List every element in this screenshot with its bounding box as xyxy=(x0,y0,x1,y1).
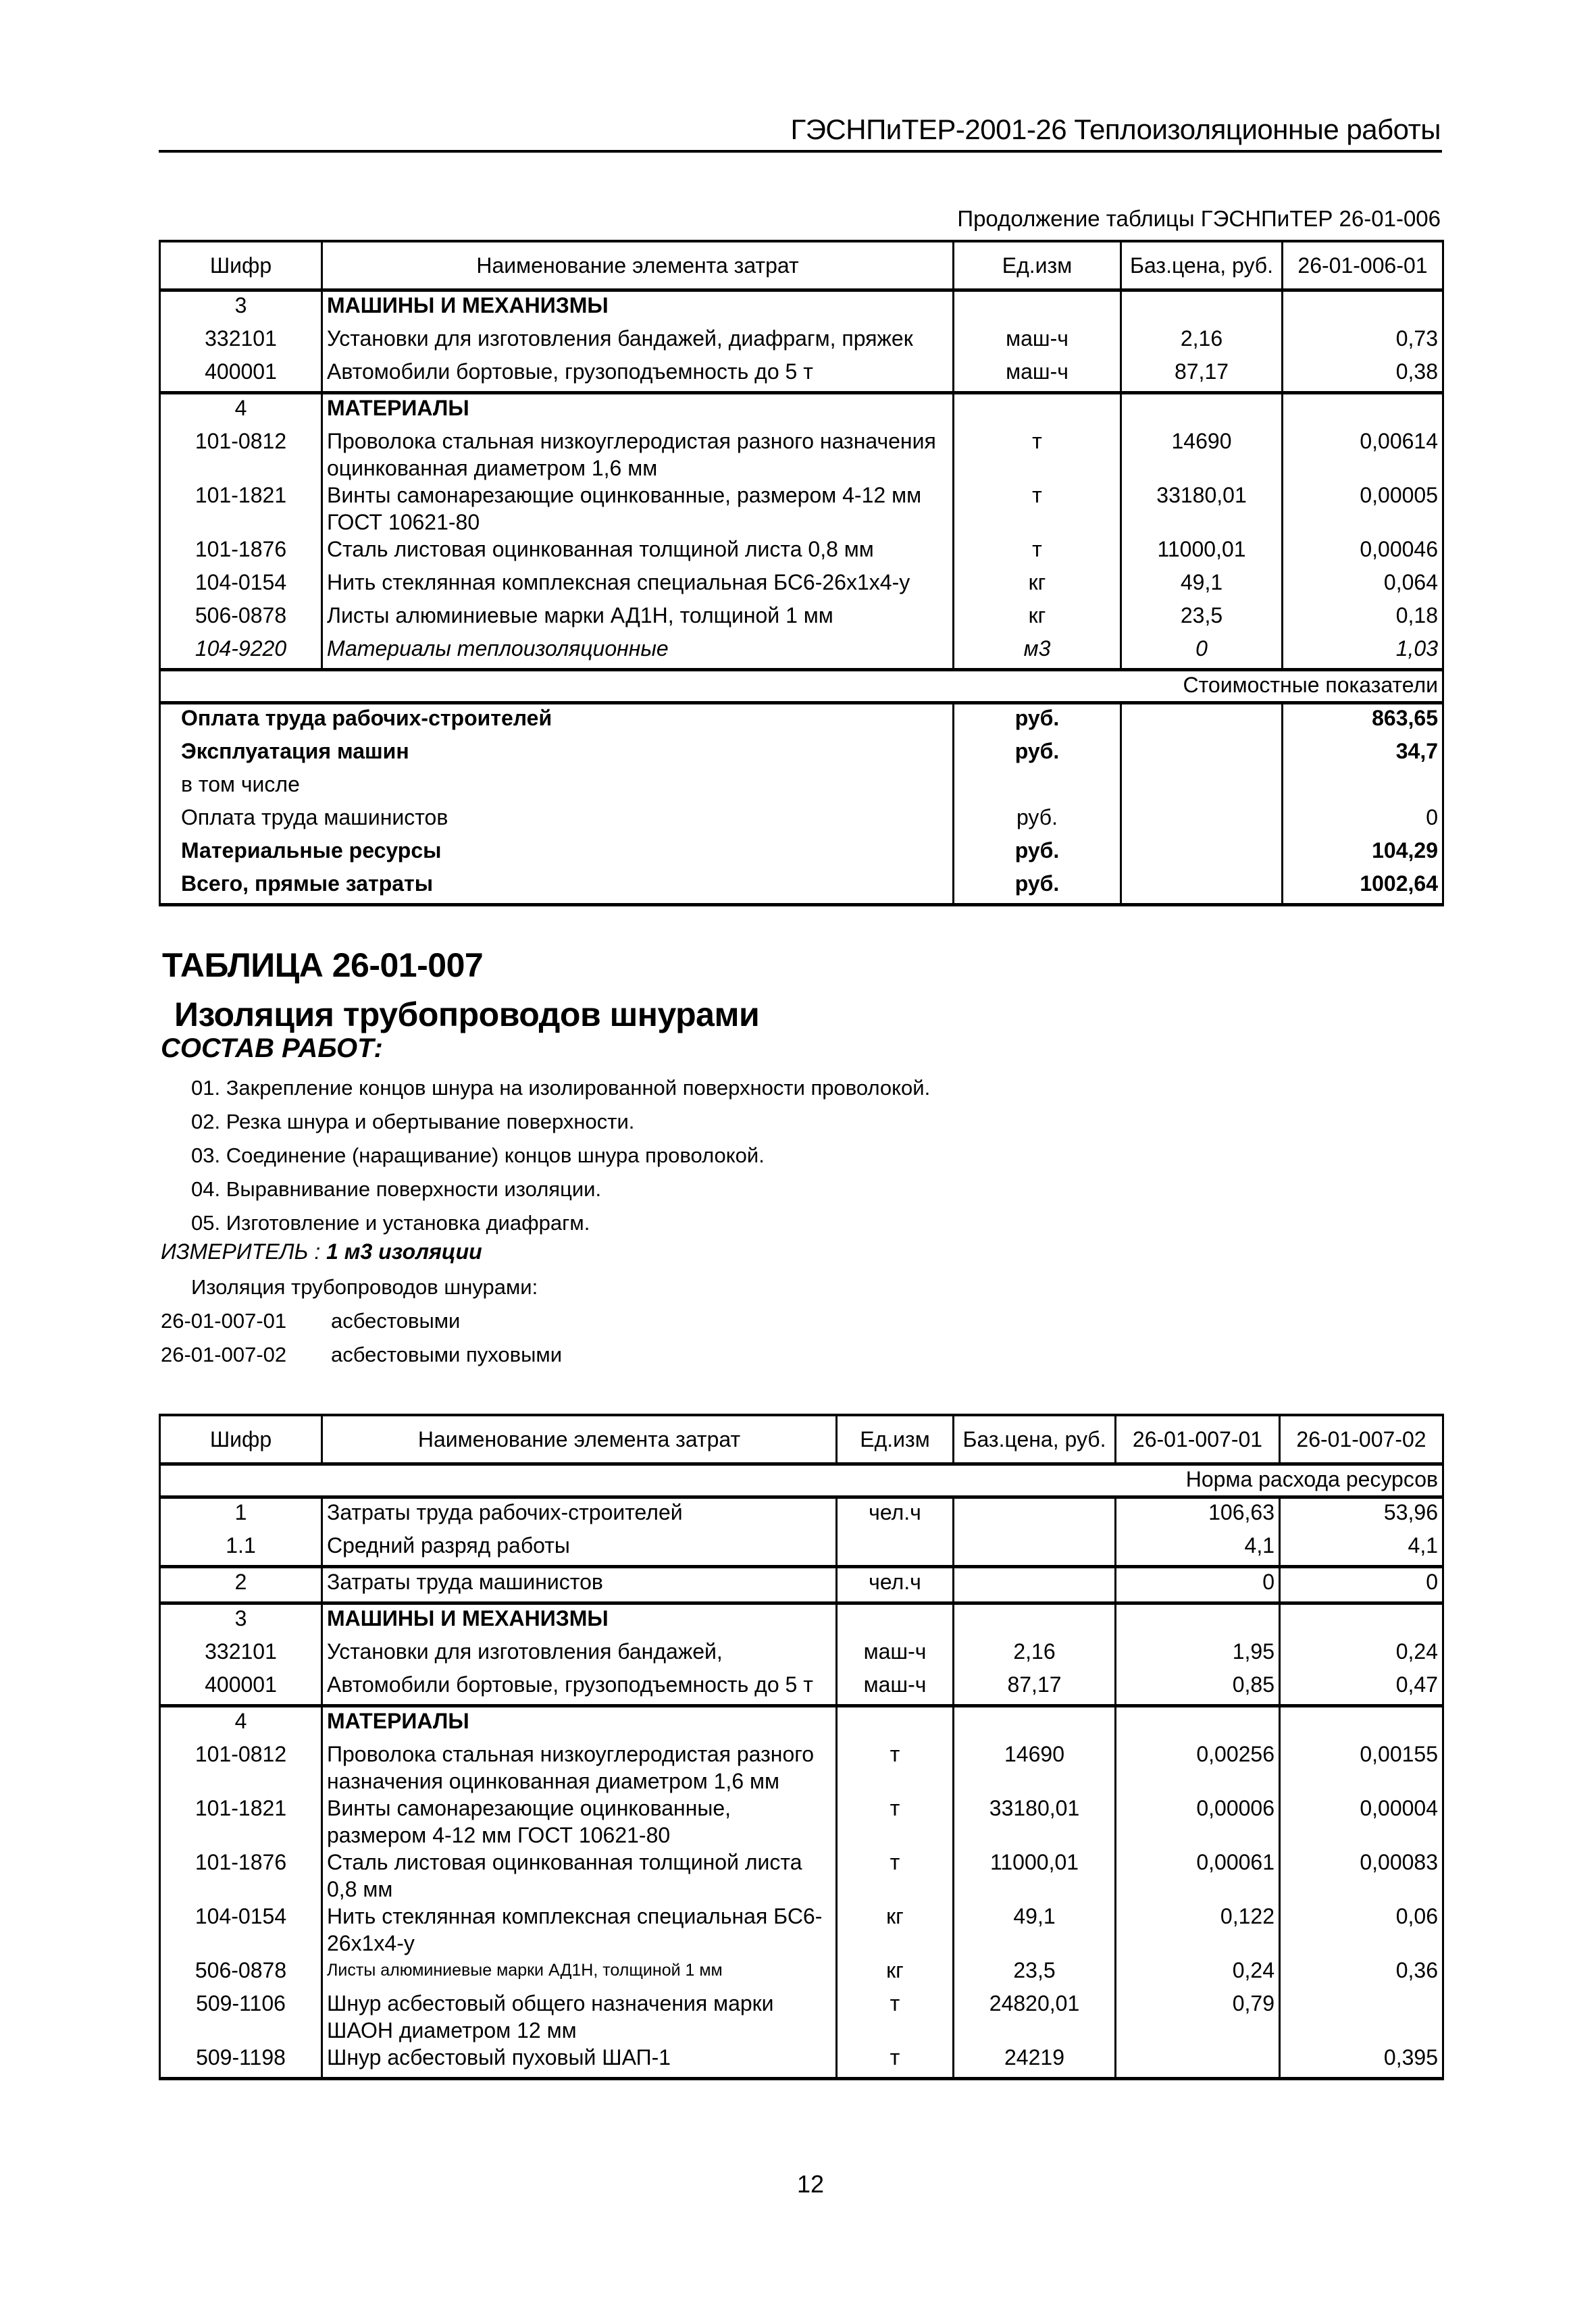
cost-unit xyxy=(954,771,1121,804)
cost-label: Материальные ресурсы xyxy=(160,837,954,870)
work-item: 02. Резка шнура и обертывание поверхности. xyxy=(191,1110,635,1133)
row-value-01: 0,00006 xyxy=(1116,1795,1280,1849)
table-row xyxy=(160,1497,1443,1533)
row-value-02: 0,06 xyxy=(1280,1903,1443,1957)
row-value-02: 0,36 xyxy=(1280,1957,1443,1990)
cost-label: Оплата труда машинистов xyxy=(160,804,954,837)
row-value-01: 0,122 xyxy=(1116,1903,1280,1957)
work-item: 03. Соединение (наращивание) концов шнура проволокой. xyxy=(191,1143,765,1167)
row-unit: м3 xyxy=(954,635,1121,670)
work-item: 05. Изготовление и установка диафрагм. xyxy=(191,1211,590,1235)
table-row xyxy=(160,358,1443,393)
composition-heading: СОСТАВ РАБОТ: xyxy=(161,1033,383,1063)
row-value-02: 0,00004 xyxy=(1280,1795,1443,1849)
row-unit xyxy=(954,393,1121,428)
table-header-row xyxy=(160,241,1443,290)
row-code: 4 xyxy=(160,393,322,428)
row-value xyxy=(1283,290,1443,326)
row-code: 332101 xyxy=(160,1638,322,1671)
measure-unit xyxy=(161,1239,482,1264)
row-code: 104-0154 xyxy=(160,1903,322,1957)
table-row xyxy=(160,1903,1443,1957)
row-code: 101-1876 xyxy=(160,536,322,569)
cost-row xyxy=(160,804,1443,837)
row-value-01 xyxy=(1116,1706,1280,1741)
column-header-variant-01: 26-01-007-01 xyxy=(1116,1415,1280,1464)
cost-empty xyxy=(1121,870,1283,905)
row-price: 87,17 xyxy=(954,1671,1116,1706)
row-name: Нить стеклянная комплексная специальная БС6-26х1х4-у xyxy=(322,569,954,602)
row-value-02: 4,1 xyxy=(1280,1532,1443,1567)
cost-band-row xyxy=(160,670,1443,703)
row-price xyxy=(1121,393,1283,428)
row-code: 104-0154 xyxy=(160,569,322,602)
table-row xyxy=(160,635,1443,670)
row-name: Винты самонарезающие оцинкованные, размером 4-12 мм ГОСТ 10621-80 xyxy=(322,1795,837,1849)
resource-table-26-01-007 xyxy=(159,1414,1444,2080)
variant-code: 26-01-007-01 xyxy=(161,1309,287,1333)
row-unit xyxy=(837,1603,954,1639)
row-unit: кг xyxy=(954,602,1121,635)
row-code: 101-1876 xyxy=(160,1849,322,1903)
row-unit: маш-ч xyxy=(954,358,1121,393)
table-row xyxy=(160,1567,1443,1603)
row-name: Проволока стальная низкоуглеродистая разного назначения оцинкованная диаметром 1,6 мм xyxy=(322,428,954,482)
variant-name: асбестовыми xyxy=(331,1309,461,1333)
row-name: Листы алюминиевые марки АД1Н, толщиной 1 мм xyxy=(322,602,954,635)
row-price: 23,5 xyxy=(1121,602,1283,635)
table-title: ТАБЛИЦА 26-01-007 xyxy=(162,946,484,984)
table-row xyxy=(160,1638,1443,1671)
row-value-02: 0,47 xyxy=(1280,1671,1443,1706)
row-name: Шнур асбестовый пуховый ШАП-1 xyxy=(322,2044,837,2079)
row-value-02: 53,96 xyxy=(1280,1497,1443,1533)
cost-empty xyxy=(1121,703,1283,738)
row-price: 24820,01 xyxy=(954,1990,1116,2044)
column-header-norm: 26-01-006-01 xyxy=(1283,241,1443,290)
row-price: 11000,01 xyxy=(1121,536,1283,569)
row-value-01: 0 xyxy=(1116,1567,1280,1603)
table-row xyxy=(160,1795,1443,1849)
cost-unit: руб. xyxy=(954,837,1121,870)
row-price: 2,16 xyxy=(1121,325,1283,358)
row-code: 1 xyxy=(160,1497,322,1533)
row-code: 332101 xyxy=(160,325,322,358)
table-row xyxy=(160,602,1443,635)
column-header-price: Баз.цена, руб. xyxy=(1121,241,1283,290)
column-header-unit: Ед.изм xyxy=(837,1415,954,1464)
cost-value: 1002,64 xyxy=(1283,870,1443,905)
row-code: 509-1106 xyxy=(160,1990,322,2044)
row-value-02: 0 xyxy=(1280,1567,1443,1603)
row-price: 33180,01 xyxy=(1121,482,1283,536)
row-value-01: 4,1 xyxy=(1116,1532,1280,1567)
row-value-02: 0,24 xyxy=(1280,1638,1443,1671)
cost-row xyxy=(160,771,1443,804)
cost-unit: руб. xyxy=(954,870,1121,905)
column-header-code: Шифр xyxy=(160,241,322,290)
row-price xyxy=(1121,290,1283,326)
row-price: 11000,01 xyxy=(954,1849,1116,1903)
row-name: Установки для изготовления бандажей, диафрагм, пряжек xyxy=(322,325,954,358)
row-price xyxy=(954,1603,1116,1639)
table-row xyxy=(160,1849,1443,1903)
work-item: 04. Выравнивание поверхности изоляции. xyxy=(191,1177,602,1201)
row-value xyxy=(1283,393,1443,428)
row-code: 101-0812 xyxy=(160,428,322,482)
row-value: 1,03 xyxy=(1283,635,1443,670)
row-unit xyxy=(837,1706,954,1741)
cost-label: Эксплуатация машин xyxy=(160,738,954,771)
row-unit: маш-ч xyxy=(837,1638,954,1671)
row-value: 0,00005 xyxy=(1283,482,1443,536)
table-row xyxy=(160,1706,1443,1741)
cost-label: в том числе xyxy=(160,771,954,804)
row-value: 0,73 xyxy=(1283,325,1443,358)
table-row xyxy=(160,428,1443,482)
table-row xyxy=(160,1532,1443,1567)
table-row xyxy=(160,1957,1443,1990)
row-unit: т xyxy=(837,2044,954,2079)
row-name: Материалы теплоизоляционные xyxy=(322,635,954,670)
cost-label: Оплата труда рабочих-строителей xyxy=(160,703,954,738)
cost-empty xyxy=(1121,738,1283,771)
variant-code: 26-01-007-02 xyxy=(161,1343,287,1366)
row-price: 23,5 xyxy=(954,1957,1116,1990)
cost-row xyxy=(160,703,1443,738)
row-value-01: 1,95 xyxy=(1116,1638,1280,1671)
row-unit: маш-ч xyxy=(837,1671,954,1706)
row-name: Шнур асбестовый общего назначения марки ШАОН диаметром 12 мм xyxy=(322,1990,837,2044)
column-header-unit: Ед.изм xyxy=(954,241,1121,290)
row-value-01 xyxy=(1116,1603,1280,1639)
cost-empty xyxy=(1121,804,1283,837)
table-subtitle: Изоляция трубопроводов шнурами xyxy=(174,996,760,1033)
row-value-02 xyxy=(1280,1990,1443,2044)
column-header-name: Наименование элемента затрат xyxy=(322,1415,837,1464)
row-name: МАТЕРИАЛЫ xyxy=(322,1706,837,1741)
row-name: Винты самонарезающие оцинкованные, размером 4-12 мм ГОСТ 10621-80 xyxy=(322,482,954,536)
table-row xyxy=(160,325,1443,358)
table-row xyxy=(160,2044,1443,2079)
row-name: Проволока стальная низкоуглеродистая разного назначения оцинкованная диаметром 1,6 мм xyxy=(322,1741,837,1795)
row-name: Затраты труда рабочих-строителей xyxy=(322,1497,837,1533)
row-name: Сталь листовая оцинкованная толщиной листа 0,8 мм xyxy=(322,536,954,569)
row-price xyxy=(954,1497,1116,1533)
table-row xyxy=(160,393,1443,428)
cost-band-label: Стоимостные показатели xyxy=(160,670,1443,703)
cost-empty xyxy=(1121,771,1283,804)
row-name: Затраты труда машинистов xyxy=(322,1567,837,1603)
row-value-02 xyxy=(1280,1706,1443,1741)
cost-label: Всего, прямые затраты xyxy=(160,870,954,905)
row-unit: т xyxy=(837,1795,954,1849)
row-name: Средний разряд работы xyxy=(322,1532,837,1567)
row-code: 101-1821 xyxy=(160,1795,322,1849)
row-value-01: 106,63 xyxy=(1116,1497,1280,1533)
cost-unit: руб. xyxy=(954,703,1121,738)
variants-intro: Изоляция трубопроводов шнурами: xyxy=(191,1275,538,1299)
cost-unit: руб. xyxy=(954,804,1121,837)
column-header-code: Шифр xyxy=(160,1415,322,1464)
row-unit: маш-ч xyxy=(954,325,1121,358)
row-unit: т xyxy=(837,1990,954,2044)
row-price xyxy=(954,1567,1116,1603)
row-price: 87,17 xyxy=(1121,358,1283,393)
row-price xyxy=(954,1706,1116,1741)
row-unit: кг xyxy=(954,569,1121,602)
measure-value: 1 м3 изоляции xyxy=(326,1239,482,1264)
row-value-01: 0,24 xyxy=(1116,1957,1280,1990)
row-unit: т xyxy=(837,1741,954,1795)
row-price: 14690 xyxy=(954,1741,1116,1795)
column-header-price: Баз.цена, руб. xyxy=(954,1415,1116,1464)
row-code: 4 xyxy=(160,1706,322,1741)
row-unit xyxy=(837,1532,954,1567)
row-code: 2 xyxy=(160,1567,322,1603)
row-code: 400001 xyxy=(160,1671,322,1706)
table-row xyxy=(160,1741,1443,1795)
row-code: 509-1198 xyxy=(160,2044,322,2079)
row-code: 506-0878 xyxy=(160,1957,322,1990)
row-price: 49,1 xyxy=(954,1903,1116,1957)
norm-band-label: Норма расхода ресурсов xyxy=(160,1464,1443,1497)
row-unit xyxy=(954,290,1121,326)
row-code: 3 xyxy=(160,290,322,326)
measure-label: ИЗМЕРИТЕЛЬ : xyxy=(161,1239,321,1264)
row-name: Установки для изготовления бандажей, xyxy=(322,1638,837,1671)
row-price: 24219 xyxy=(954,2044,1116,2079)
row-unit: чел.ч xyxy=(837,1497,954,1533)
row-name: Сталь листовая оцинкованная толщиной листа 0,8 мм xyxy=(322,1849,837,1903)
row-value-02: 0,00083 xyxy=(1280,1849,1443,1903)
cost-unit: руб. xyxy=(954,738,1121,771)
cost-value: 863,65 xyxy=(1283,703,1443,738)
row-name: МАШИНЫ И МЕХАНИЗМЫ xyxy=(322,290,954,326)
row-value: 0,00046 xyxy=(1283,536,1443,569)
row-code: 1.1 xyxy=(160,1532,322,1567)
continuation-label: Продолжение таблицы ГЭСНПиТЕР 26-01-006 xyxy=(957,206,1441,231)
row-value: 0,38 xyxy=(1283,358,1443,393)
cost-row xyxy=(160,837,1443,870)
row-unit: т xyxy=(954,536,1121,569)
cost-value: 34,7 xyxy=(1283,738,1443,771)
variant-name: асбестовыми пуховыми xyxy=(331,1343,563,1366)
column-header-variant-02: 26-01-007-02 xyxy=(1280,1415,1443,1464)
header-rule xyxy=(159,150,1442,153)
cost-value xyxy=(1283,771,1443,804)
row-code: 104-9220 xyxy=(160,635,322,670)
row-unit: чел.ч xyxy=(837,1567,954,1603)
table-row xyxy=(160,290,1443,326)
row-unit: кг xyxy=(837,1957,954,1990)
table-row xyxy=(160,569,1443,602)
cost-row xyxy=(160,870,1443,905)
column-header-name: Наименование элемента затрат xyxy=(322,241,954,290)
row-name: Автомобили бортовые, грузоподъемность до 5 т xyxy=(322,358,954,393)
table-row xyxy=(160,1671,1443,1706)
cost-empty xyxy=(1121,837,1283,870)
row-price: 2,16 xyxy=(954,1638,1116,1671)
row-unit: кг xyxy=(837,1903,954,1957)
row-price: 49,1 xyxy=(1121,569,1283,602)
row-name: МАТЕРИАЛЫ xyxy=(322,393,954,428)
row-code: 400001 xyxy=(160,358,322,393)
row-price: 0 xyxy=(1121,635,1283,670)
row-value-01: 0,85 xyxy=(1116,1671,1280,1706)
row-code: 101-0812 xyxy=(160,1741,322,1795)
row-name: МАШИНЫ И МЕХАНИЗМЫ xyxy=(322,1603,837,1639)
row-value-02: 0,00155 xyxy=(1280,1741,1443,1795)
row-name: Нить стеклянная комплексная специальная БС6-26х1х4-у xyxy=(322,1903,837,1957)
table-row xyxy=(160,536,1443,569)
cost-value: 0 xyxy=(1283,804,1443,837)
row-value: 0,00614 xyxy=(1283,428,1443,482)
table-row xyxy=(160,1603,1443,1639)
row-unit: т xyxy=(954,428,1121,482)
row-value-01: 0,79 xyxy=(1116,1990,1280,2044)
cost-value: 104,29 xyxy=(1283,837,1443,870)
table-header-row xyxy=(160,1415,1443,1464)
row-code: 3 xyxy=(160,1603,322,1639)
table-row xyxy=(160,1990,1443,2044)
page-number: 12 xyxy=(796,2170,825,2198)
row-value: 0,18 xyxy=(1283,602,1443,635)
row-name: Листы алюминиевые марки АД1Н, толщиной 1 мм xyxy=(322,1957,837,1990)
row-price: 14690 xyxy=(1121,428,1283,482)
row-price xyxy=(954,1532,1116,1567)
running-header: ГЭСНПиТЕР-2001-26 Теплоизоляционные работы xyxy=(790,113,1441,145)
cost-row xyxy=(160,738,1443,771)
work-item: 01. Закрепление концов шнура на изолированной поверхности проволокой. xyxy=(191,1076,931,1100)
row-value-02 xyxy=(1280,1603,1443,1639)
row-price: 33180,01 xyxy=(954,1795,1116,1849)
row-unit: т xyxy=(954,482,1121,536)
row-unit: т xyxy=(837,1849,954,1903)
row-value-01 xyxy=(1116,2044,1280,2079)
row-code: 506-0878 xyxy=(160,602,322,635)
table-row xyxy=(160,482,1443,536)
row-value-02: 0,395 xyxy=(1280,2044,1443,2079)
row-code: 101-1821 xyxy=(160,482,322,536)
row-value-01: 0,00061 xyxy=(1116,1849,1280,1903)
row-value: 0,064 xyxy=(1283,569,1443,602)
norm-band-row xyxy=(160,1464,1443,1497)
resource-table-26-01-006 xyxy=(159,240,1444,906)
row-value-01: 0,00256 xyxy=(1116,1741,1280,1795)
row-name: Автомобили бортовые, грузоподъемность до 5 т xyxy=(322,1671,837,1706)
